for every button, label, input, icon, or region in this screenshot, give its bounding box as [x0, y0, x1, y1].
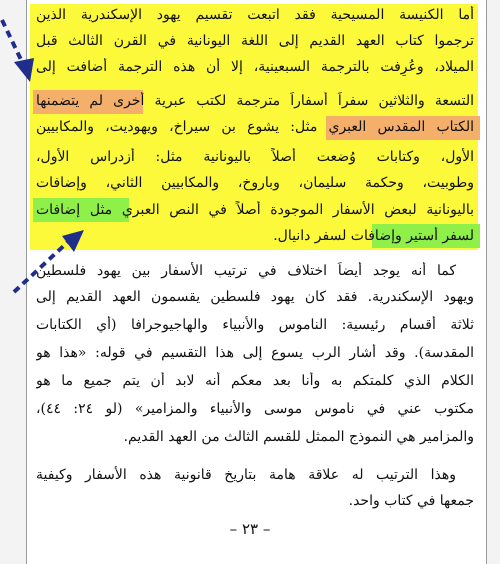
- arrow-up-right-icon: [14, 230, 84, 292]
- text-line: وهذا الترتيب له علاقة هامة بتاريخ قانونية هذه الأسفار وكيفية: [36, 467, 456, 483]
- text-line: ترجموا كتاب العهد القديم إلى اللغة اليونانية في القرن الثالث قبل: [36, 33, 474, 49]
- text-line: لسفر أستير وإضافات لسفر دانيال.: [273, 228, 474, 244]
- text-line: باليونانية لبعض الأسفار الموجودة أصلاً في النص العبري مثل إضافات: [36, 202, 474, 218]
- text-line: الأول، وكتابات وُضعت أصلاً باليونانية مثل: أزدراس الأول،: [36, 149, 474, 165]
- text-line: المقدسة). وقد أشار الرب يسوع إلى هذا التقسيم في قوله: «هذا هو: [36, 345, 474, 361]
- text-line: ويهود الإسكندرية. فقد كان يهود فلسطين يقسمون العهد القديم إلى: [36, 289, 474, 305]
- text-line: الميلاد، وعُرِفت بالترجمة السبعينية، إلا أن هذه الترجمة أضافت إلى: [36, 59, 474, 75]
- text-line: وطوبيت، وحكمة سليمان، وباروخ، والمكابيين الثاني، وإضافات: [36, 175, 474, 191]
- text-line: والمزامير هي النموذج الممثل للقسم الثالث من العهد القديم.: [123, 429, 474, 445]
- text-line: التسعة والثلاثين سفراً أسفاراً مترجمة لكتب عبرية أخرى لم يتضمنها: [36, 93, 474, 109]
- text-line: الكتاب المقدس العبري مثل: يشوع بن سيراخ، ويهوديت، والمكابيين: [36, 119, 474, 135]
- text-line: الكلام الذي كلمتكم به وأنا بعد معكم أنه لابد أن يتم جميع ما هو: [36, 373, 474, 389]
- text-line: مكتوب عني في ناموس موسى والأنبياء والمزامير» (لو ٢٤: ٤٤)،: [36, 401, 474, 417]
- text-line: أما الكنيسة المسيحية فقد اتبعت تقسيم يهود الإسكندرية الذين: [36, 7, 474, 23]
- page-number: – ٢٣ –: [229, 520, 271, 538]
- text-line: كما أنه يوجد أيضاً اختلاف في ترتيب الأسفار بين يهود فلسطين: [36, 263, 456, 279]
- text-line: ثلاثة أقسام رئيسية: الناموس والأنبياء والهاجيوجرافا (أي الكتابات: [36, 317, 474, 333]
- text-line: جمعها في كتاب واحد.: [348, 493, 474, 509]
- arrow-down-icon: [2, 20, 34, 82]
